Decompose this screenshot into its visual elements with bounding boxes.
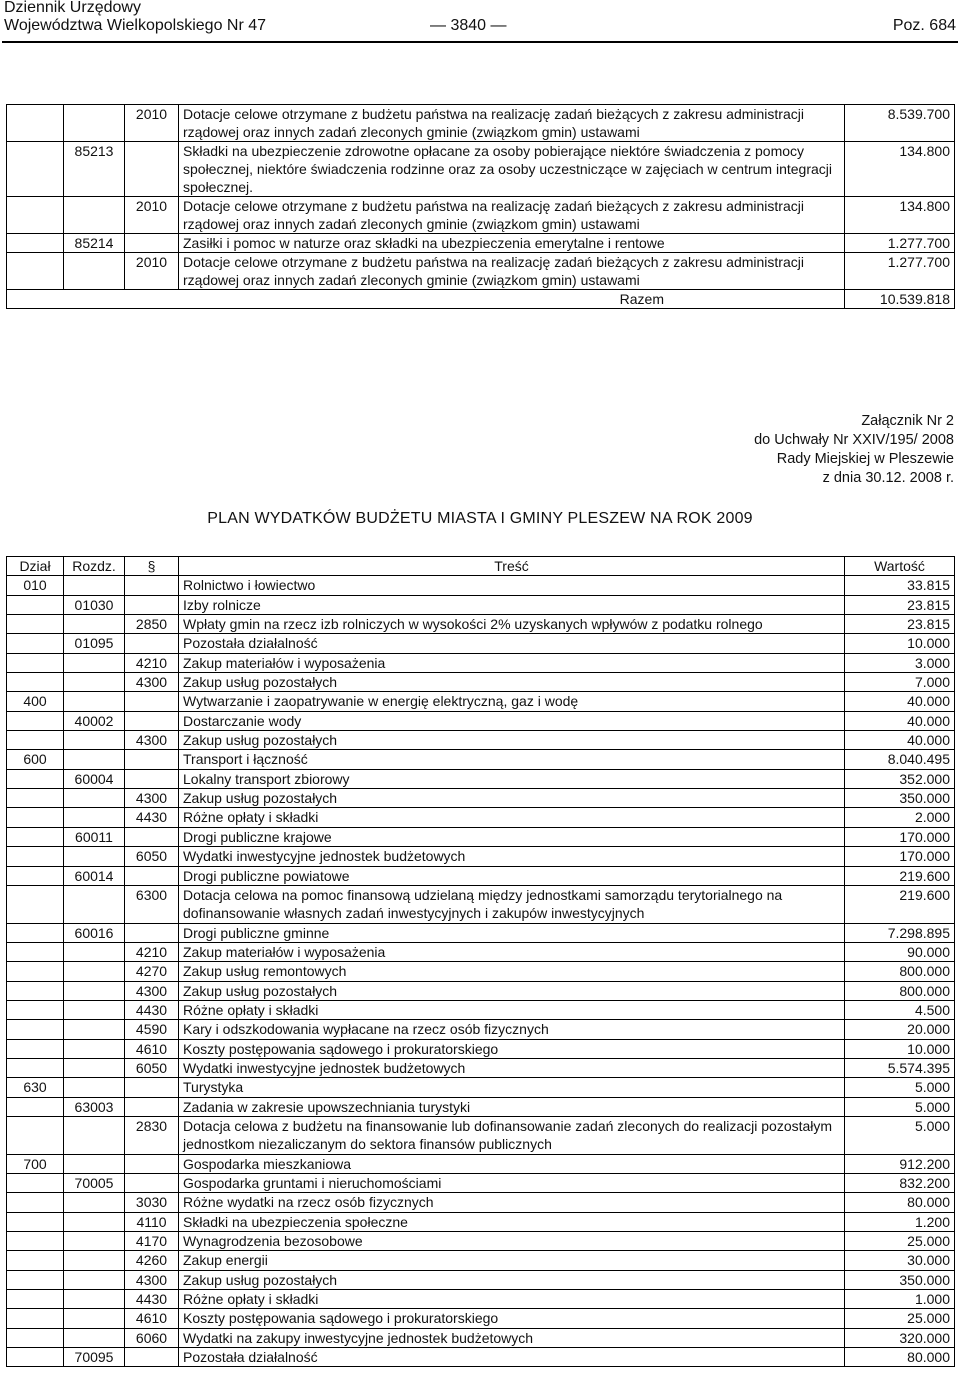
journal-subtitle: Województwa Wielkopolskiego Nr 47 [4, 17, 267, 34]
cell-wartosc: 350.000 [845, 1270, 955, 1289]
cell-wartosc: 7.000 [845, 673, 955, 692]
cell-dzial [7, 1097, 64, 1116]
cell-rozdz [64, 981, 125, 1000]
cell-dzial [7, 653, 64, 672]
table-row [7, 615, 955, 634]
cell-paragraph [125, 1154, 179, 1173]
cell-tresc: Rolnictwo i łowiectwo [179, 576, 845, 595]
table-row [7, 634, 955, 653]
table-row [7, 711, 955, 730]
table-row [7, 962, 955, 981]
position-number: Poz. 684 [892, 17, 956, 34]
cell-rozdz [64, 750, 125, 769]
cell-dzial: 700 [7, 1154, 64, 1173]
table-row [7, 1232, 955, 1251]
cell-tresc: Pozostała działalność [179, 634, 845, 653]
total-row [7, 290, 955, 309]
cell-rozdz [64, 847, 125, 866]
cell-paragraph: 6300 [125, 885, 179, 923]
cell-paragraph: 4610 [125, 1309, 179, 1328]
cell-rozdz: 63003 [64, 1097, 125, 1116]
table-row [7, 731, 955, 750]
cell-wartosc: 320.000 [845, 1328, 955, 1347]
cell-paragraph: 4170 [125, 1232, 179, 1251]
cell-paragraph [125, 1348, 179, 1367]
cell-tresc: Dotacje celowe otrzymane z budżetu państwa na realizację zadań bieżących z zakresu administracji rządowej oraz innych zadań zleconych gminie (związkom gmin) ustawami [179, 105, 845, 142]
cell-wartosc: 832.200 [845, 1174, 955, 1193]
attachment-date: z dnia 30.12. 2008 r. [822, 470, 954, 486]
table-row [7, 105, 955, 142]
table-row [7, 1039, 955, 1058]
cell-tresc: Koszty postępowania sądowego i prokuratorskiego [179, 1039, 845, 1058]
table-row [7, 1058, 955, 1077]
cell-paragraph: 4210 [125, 653, 179, 672]
total-value: 10.539.818 [845, 290, 955, 309]
cell-tresc: Dotacje celowe otrzymane z budżetu państwa na realizację zadań bieżących z zakresu administracji rządowej oraz innych zadań zleconych gminie (związkom gmin) ustawami [179, 253, 845, 290]
cell-paragraph: 4210 [125, 942, 179, 961]
table-row [7, 673, 955, 692]
cell-tresc: Drogi publiczne powiatowe [179, 866, 845, 885]
cell-dzial [7, 1348, 64, 1367]
table-row [7, 1251, 955, 1270]
table-row [7, 789, 955, 808]
cell-tresc: Turystyka [179, 1078, 845, 1097]
cell-wartosc: 40.000 [845, 692, 955, 711]
table-row [7, 1078, 955, 1097]
cell-rozdz [64, 962, 125, 981]
attachment-note [754, 412, 954, 488]
cell-wartosc: 170.000 [845, 827, 955, 846]
cell-wartosc: 350.000 [845, 789, 955, 808]
cell-tresc: Wydatki na zakupy inwestycyjne jednostek budżetowych [179, 1328, 845, 1347]
cell-wartosc: 40.000 [845, 731, 955, 750]
cell-wartosc: 5.000 [845, 1078, 955, 1097]
cell-paragraph [125, 595, 179, 614]
cell-dzial [7, 1309, 64, 1328]
cell-paragraph: 2010 [125, 105, 179, 142]
cell-dzial [7, 847, 64, 866]
cell-dzial [7, 1174, 64, 1193]
cell-tresc: Wpłaty gmin na rzecz izb rolniczych w wysokości 2% uzyskanych wpływów z podatku rolnego [179, 615, 845, 634]
cell-wartosc: 10.000 [845, 1039, 955, 1058]
cell-rozdz: 85214 [64, 234, 125, 253]
cell-dzial [7, 1058, 64, 1077]
cell-wartosc: 90.000 [845, 942, 955, 961]
table-row [7, 1348, 955, 1367]
cell-dzial [7, 1232, 64, 1251]
cell-paragraph: 3030 [125, 1193, 179, 1212]
cell-rozdz [64, 1116, 125, 1154]
cell-paragraph: 6060 [125, 1328, 179, 1347]
table-row [7, 653, 955, 672]
table-row [7, 1270, 955, 1289]
cell-rozdz: 40002 [64, 711, 125, 730]
table-row [7, 1000, 955, 1019]
cell-rozdz [64, 808, 125, 827]
cell-tresc: Różne opłaty i składki [179, 1290, 845, 1309]
cell-rozdz: 01030 [64, 595, 125, 614]
cell-rozdz [64, 885, 125, 923]
expenses-table [6, 556, 955, 1367]
cell-paragraph: 4110 [125, 1212, 179, 1231]
cell-paragraph: 4300 [125, 789, 179, 808]
cell-wartosc: 80.000 [845, 1348, 955, 1367]
cell-tresc: Koszty postępowania sądowego i prokuratorskiego [179, 1309, 845, 1328]
cell-wartosc: 912.200 [845, 1154, 955, 1173]
cell-wartosc: 219.600 [845, 885, 955, 923]
cell-tresc: Zakup usług pozostałych [179, 731, 845, 750]
cell-rozdz [64, 1000, 125, 1019]
cell-paragraph [125, 634, 179, 653]
cell-dzial [7, 197, 64, 234]
cell-rozdz [64, 576, 125, 595]
header-rozdz: Rozdz. [64, 557, 125, 576]
cell-tresc: Zasiłki i pomoc w naturze oraz składki na ubezpieczenia emerytalne i rentowe [179, 234, 845, 253]
cell-rozdz [64, 1328, 125, 1347]
cell-tresc: Gospodarka mieszkaniowa [179, 1154, 845, 1173]
cell-dzial [7, 673, 64, 692]
table-row [7, 808, 955, 827]
cell-rozdz [64, 673, 125, 692]
cell-tresc: Dotacje celowe otrzymane z budżetu państwa na realizację zadań bieżących z zakresu administracji rządowej oraz innych zadań zleconych gminie (związkom gmin) ustawami [179, 197, 845, 234]
page-number: — 3840 — [430, 17, 507, 34]
cell-paragraph: 4430 [125, 1290, 179, 1309]
cell-wartosc: 10.000 [845, 634, 955, 653]
cell-paragraph: 4300 [125, 673, 179, 692]
cell-wartosc: 40.000 [845, 711, 955, 730]
table-row [7, 866, 955, 885]
header-wartosc: Wartość [845, 557, 955, 576]
cell-dzial [7, 1212, 64, 1231]
cell-paragraph: 4260 [125, 1251, 179, 1270]
cell-rozdz: 60016 [64, 923, 125, 942]
cell-tresc: Wydatki inwestycyjne jednostek budżetowych [179, 1058, 845, 1077]
attachment-number: Załącznik Nr 2 [861, 413, 954, 429]
cell-tresc: Wynagrodzenia bezosobowe [179, 1232, 845, 1251]
cell-rozdz [64, 731, 125, 750]
cell-paragraph [125, 692, 179, 711]
cell-tresc: Różne opłaty i składki [179, 1000, 845, 1019]
table-header-row [7, 557, 955, 576]
cell-wartosc: 30.000 [845, 1251, 955, 1270]
table-row [7, 1116, 955, 1154]
table-row [7, 769, 955, 788]
cell-dzial: 400 [7, 692, 64, 711]
table-row [7, 827, 955, 846]
cell-dzial [7, 1270, 64, 1289]
cell-dzial [7, 1116, 64, 1154]
table-row [7, 576, 955, 595]
cell-wartosc: 25.000 [845, 1232, 955, 1251]
table-row [7, 1097, 955, 1116]
cell-dzial [7, 1000, 64, 1019]
cell-dzial [7, 634, 64, 653]
cell-dzial [7, 866, 64, 885]
cell-tresc: Drogi publiczne krajowe [179, 827, 845, 846]
cell-wartosc: 23.815 [845, 595, 955, 614]
cell-rozdz: 70095 [64, 1348, 125, 1367]
cell-paragraph: 4270 [125, 962, 179, 981]
cell-dzial [7, 1290, 64, 1309]
cell-dzial: 010 [7, 576, 64, 595]
cell-rozdz [64, 1193, 125, 1212]
cell-paragraph [125, 750, 179, 769]
header-rule [2, 41, 958, 43]
cell-dzial [7, 769, 64, 788]
table-row [7, 1328, 955, 1347]
table-row [7, 923, 955, 942]
cell-rozdz: 60014 [64, 866, 125, 885]
cell-rozdz [64, 1058, 125, 1077]
table-row [7, 750, 955, 769]
table-row [7, 1193, 955, 1212]
cell-wartosc: 1.277.700 [845, 234, 955, 253]
table-row [7, 253, 955, 290]
cell-rozdz [64, 1212, 125, 1231]
cell-paragraph [125, 1174, 179, 1193]
cell-tresc: Lokalny transport zbiorowy [179, 769, 845, 788]
table-row [7, 885, 955, 923]
cell-paragraph [125, 923, 179, 942]
cell-paragraph [125, 769, 179, 788]
cell-tresc: Różne opłaty i składki [179, 808, 845, 827]
attachment-council: Rady Miejskiej w Pleszewie [776, 451, 954, 467]
cell-rozdz: 70005 [64, 1174, 125, 1193]
cell-paragraph: 4610 [125, 1039, 179, 1058]
cell-wartosc: 8.539.700 [845, 105, 955, 142]
cell-paragraph: 4300 [125, 981, 179, 1000]
table-row [7, 1174, 955, 1193]
header-paragraph: § [125, 557, 179, 576]
cell-dzial [7, 595, 64, 614]
table-row [7, 1020, 955, 1039]
cell-wartosc: 5.000 [845, 1116, 955, 1154]
cell-paragraph: 2010 [125, 197, 179, 234]
table-row [7, 142, 955, 197]
cell-wartosc: 5.574.395 [845, 1058, 955, 1077]
cell-wartosc: 800.000 [845, 962, 955, 981]
cell-rozdz: 01095 [64, 634, 125, 653]
cell-wartosc: 7.298.895 [845, 923, 955, 942]
cell-rozdz [64, 1290, 125, 1309]
cell-rozdz [64, 253, 125, 290]
cell-paragraph [125, 142, 179, 197]
cell-tresc: Dotacja celowa na pomoc finansową udzielaną między jednostkami samorządu terytorialnego na dofinansowanie własnych zadań inwestycyjnych i zakupów inwestycyjnych [179, 885, 845, 923]
plan-title: PLAN WYDATKÓW BUDŻETU MIASTA I GMINY PLESZEW NA ROK 2009 [207, 510, 753, 527]
cell-dzial [7, 942, 64, 961]
cell-tresc: Zakup materiałów i wyposażenia [179, 653, 845, 672]
cell-dzial [7, 827, 64, 846]
cell-dzial [7, 1193, 64, 1212]
cell-rozdz [64, 1270, 125, 1289]
cell-wartosc: 80.000 [845, 1193, 955, 1212]
cell-wartosc: 20.000 [845, 1020, 955, 1039]
cell-tresc: Zakup energii [179, 1251, 845, 1270]
cell-dzial: 600 [7, 750, 64, 769]
cell-dzial [7, 253, 64, 290]
cell-rozdz: 60004 [64, 769, 125, 788]
cell-dzial [7, 789, 64, 808]
cell-wartosc: 33.815 [845, 576, 955, 595]
cell-paragraph: 4590 [125, 1020, 179, 1039]
cell-tresc: Dostarczanie wody [179, 711, 845, 730]
cell-paragraph: 2010 [125, 253, 179, 290]
table-row [7, 1309, 955, 1328]
table-row [7, 981, 955, 1000]
cell-tresc: Składki na ubezpieczenia społeczne [179, 1212, 845, 1231]
cell-rozdz [64, 692, 125, 711]
cell-wartosc: 4.500 [845, 1000, 955, 1019]
cell-tresc: Transport i łączność [179, 750, 845, 769]
cell-paragraph: 4300 [125, 1270, 179, 1289]
cell-rozdz [64, 1309, 125, 1328]
table-row [7, 197, 955, 234]
table-row [7, 1212, 955, 1231]
cell-dzial [7, 234, 64, 253]
cell-wartosc: 170.000 [845, 847, 955, 866]
cell-rozdz: 85213 [64, 142, 125, 197]
cell-tresc: Zadania w zakresie upowszechniania turystyki [179, 1097, 845, 1116]
cell-tresc: Zakup materiałów i wyposażenia [179, 942, 845, 961]
cell-tresc: Zakup usług pozostałych [179, 981, 845, 1000]
cell-tresc: Gospodarka gruntami i nieruchomościami [179, 1174, 845, 1193]
total-label: Razem [7, 290, 845, 309]
table-row [7, 942, 955, 961]
cell-dzial [7, 1020, 64, 1039]
header-tresc: Treść [179, 557, 845, 576]
table-row [7, 595, 955, 614]
cell-dzial [7, 885, 64, 923]
cell-rozdz [64, 789, 125, 808]
cell-wartosc: 134.800 [845, 197, 955, 234]
cell-tresc: Dotacja celowa z budżetu na finansowanie lub dofinansowanie zadań zleconych do realizacji pozostałym jednostkom niezaliczanym do sektora finansów publicznych [179, 1116, 845, 1154]
cell-tresc: Zakup usług pozostałych [179, 789, 845, 808]
cell-dzial: 630 [7, 1078, 64, 1097]
cell-dzial [7, 105, 64, 142]
table-row [7, 1290, 955, 1309]
cell-dzial [7, 808, 64, 827]
cell-rozdz [64, 197, 125, 234]
cell-paragraph [125, 866, 179, 885]
table-row [7, 234, 955, 253]
cell-rozdz [64, 1251, 125, 1270]
cell-wartosc: 800.000 [845, 981, 955, 1000]
cell-paragraph [125, 234, 179, 253]
table-row [7, 692, 955, 711]
cell-rozdz [64, 1078, 125, 1097]
cell-wartosc: 2.000 [845, 808, 955, 827]
cell-paragraph [125, 827, 179, 846]
cell-tresc: Różne wydatki na rzecz osób fizycznych [179, 1193, 845, 1212]
cell-tresc: Wytwarzanie i zaopatrywanie w energię elektryczną, gaz i wodę [179, 692, 845, 711]
cell-wartosc: 25.000 [845, 1309, 955, 1328]
cell-wartosc: 1.200 [845, 1212, 955, 1231]
cell-rozdz [64, 1039, 125, 1058]
table-row [7, 1154, 955, 1173]
cell-dzial [7, 981, 64, 1000]
cell-wartosc: 219.600 [845, 866, 955, 885]
cell-paragraph [125, 711, 179, 730]
cell-paragraph [125, 576, 179, 595]
cell-tresc: Składki na ubezpieczenie zdrowotne opłacane za osoby pobierające niektóre świadczenia z pomocy społecznej, niektóre świadczenia rodzinne oraz za osoby uczestniczące w zajęciach w centrum integracji społecznej. [179, 142, 845, 197]
cell-dzial [7, 142, 64, 197]
cell-paragraph: 2850 [125, 615, 179, 634]
cell-tresc: Kary i odszkodowania wypłacane na rzecz osób fizycznych [179, 1020, 845, 1039]
cell-dzial [7, 923, 64, 942]
cell-wartosc: 1.000 [845, 1290, 955, 1309]
cell-rozdz [64, 615, 125, 634]
cell-tresc: Wydatki inwestycyjne jednostek budżetowych [179, 847, 845, 866]
cell-rozdz: 60011 [64, 827, 125, 846]
cell-wartosc: 23.815 [845, 615, 955, 634]
cell-paragraph: 6050 [125, 1058, 179, 1077]
cell-wartosc: 134.800 [845, 142, 955, 197]
attachment-resolution: do Uchwały Nr XXIV/195/ 2008 [754, 432, 954, 448]
cell-wartosc: 8.040.495 [845, 750, 955, 769]
cell-tresc: Drogi publiczne gminne [179, 923, 845, 942]
cell-rozdz [64, 1154, 125, 1173]
cell-dzial [7, 711, 64, 730]
journal-title: Dziennik Urzędowy [4, 0, 141, 16]
cell-wartosc: 352.000 [845, 769, 955, 788]
cell-paragraph: 4430 [125, 808, 179, 827]
cell-rozdz [64, 942, 125, 961]
cell-dzial [7, 962, 64, 981]
table-row [7, 847, 955, 866]
cell-rozdz [64, 105, 125, 142]
cell-paragraph [125, 1078, 179, 1097]
header-dzial: Dział [7, 557, 64, 576]
cell-paragraph: 2830 [125, 1116, 179, 1154]
cell-tresc: Zakup usług pozostałych [179, 673, 845, 692]
cell-paragraph: 4430 [125, 1000, 179, 1019]
cell-tresc: Pozostała działalność [179, 1348, 845, 1367]
cell-paragraph [125, 1097, 179, 1116]
cell-rozdz [64, 1232, 125, 1251]
cell-paragraph: 6050 [125, 847, 179, 866]
cell-wartosc: 5.000 [845, 1097, 955, 1116]
cell-dzial [7, 1328, 64, 1347]
cell-tresc: Izby rolnicze [179, 595, 845, 614]
cell-rozdz [64, 653, 125, 672]
cell-wartosc: 3.000 [845, 653, 955, 672]
cell-dzial [7, 615, 64, 634]
cell-dzial [7, 731, 64, 750]
cell-paragraph: 4300 [125, 731, 179, 750]
cell-dzial [7, 1251, 64, 1270]
cell-rozdz [64, 1020, 125, 1039]
cell-tresc: Zakup usług pozostałych [179, 1270, 845, 1289]
cell-tresc: Zakup usług remontowych [179, 962, 845, 981]
cell-dzial [7, 1039, 64, 1058]
page-header [0, 0, 960, 42]
income-table-continuation [6, 104, 955, 309]
cell-wartosc: 1.277.700 [845, 253, 955, 290]
